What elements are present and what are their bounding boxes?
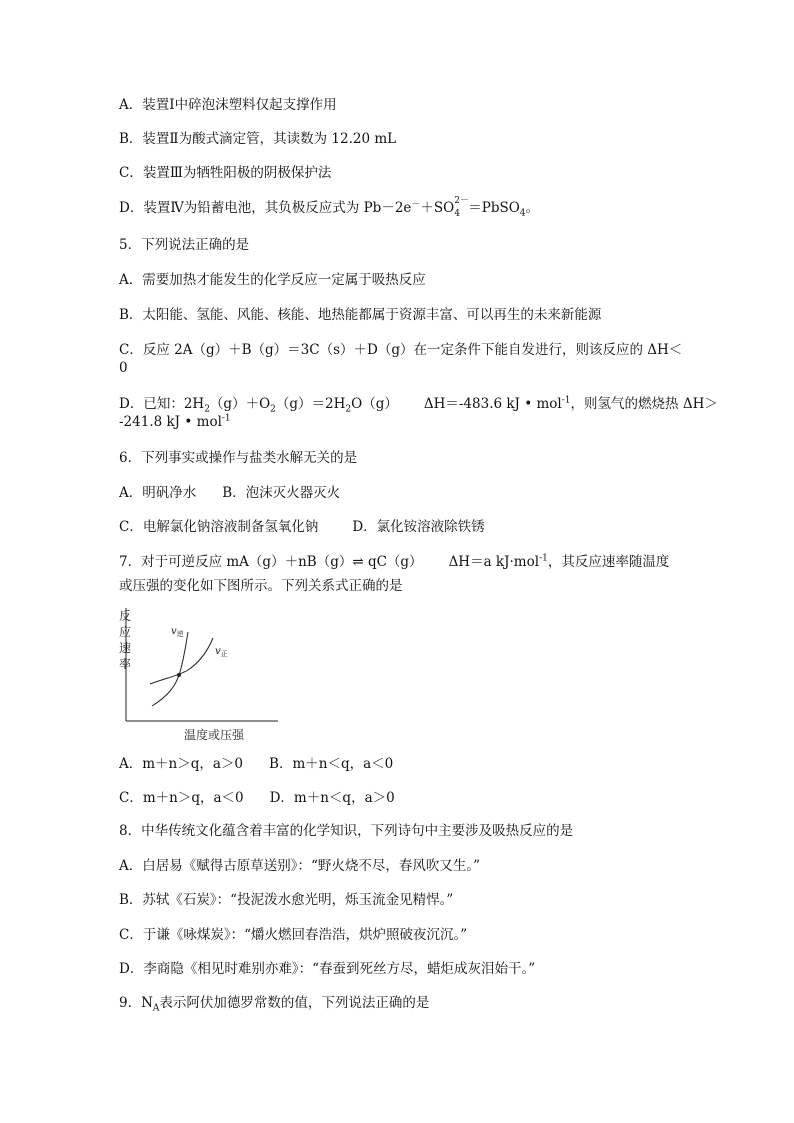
q7-stem-text-1: 7．对于可逆反应 mA（g）＋nB（g） [119, 554, 353, 570]
q7-option-b: B．m＋n＜q，a＜0 [269, 756, 394, 772]
q4-d-text-4: 。 [525, 200, 540, 216]
q5-d-sub-h2: 2 [204, 404, 210, 415]
q5-d-text-5: ΔH＝-483.6 kJ • mol [423, 396, 562, 412]
q6-option-c: C．电解氯化钠溶液制备氢氧化钠 [119, 519, 319, 535]
v-forward-label: $v_正$ [215, 646, 228, 658]
v-reverse-curve [152, 632, 188, 706]
v-reverse-label: $v_逆$ [171, 626, 184, 638]
y-label-3: 速 [119, 641, 132, 655]
intersection-point [177, 673, 181, 677]
q6-option-a: A．明矾净水 [119, 485, 197, 501]
y-label-2: 应 [119, 625, 132, 639]
q7-stem-text-2: qC（g） [363, 554, 423, 570]
q7-option-a: A．m＋n＞q，a＞0 [119, 756, 244, 772]
q5-d-text-4: O（g） [351, 396, 398, 412]
q4-d-text-2: ＋SO [420, 200, 455, 216]
q9-stem-sub: A [152, 1003, 160, 1014]
q4-d-pbso4-sub: 4 [519, 208, 526, 219]
q5-d-text-2: （g）＋O [209, 396, 271, 412]
q7-option-d: D．m＋n＜q，a＞0 [269, 790, 395, 806]
q8-option-d: D．李商隐《相见时难别亦难》：“春蚕到死丝方尽，蜡炬成灰泪始干。” [119, 961, 536, 977]
q7-stem-text-4: ，其反应速率随温度 [547, 554, 670, 570]
y-label-4: 率 [119, 657, 132, 671]
q5-d-sup-2: -1 [221, 413, 231, 424]
q8-option-c: C．于谦《咏煤炭》：“爝火燃回春浩浩，烘炉照破夜沉沉。” [119, 927, 468, 943]
q5-option-a: A．需要加热才能发生的化学反应一定属于吸热反应 [119, 272, 426, 288]
q5-option-d [119, 395, 718, 413]
q5-d-text-3: （g）＝2H [275, 396, 346, 412]
q7-options-cd [119, 789, 395, 807]
q5-d-text-7: -241.8 kJ • mol [119, 414, 222, 430]
q5-d-sup-1: -1 [561, 395, 571, 406]
x-label: 温度或压强 [184, 728, 245, 742]
q5-d-sub-h2o: 2 [345, 404, 352, 415]
q6-options-cd [119, 518, 485, 536]
y-label-1: 反 [119, 609, 132, 623]
q4-d-text-1: D．装置Ⅳ为铅蓄电池，其负极反应式为 Pb－2e [119, 200, 412, 216]
q9-stem-text-2: 表示阿伏加德罗常数的值，下列说法正确的是 [159, 995, 430, 1011]
q6-options-ab [119, 484, 340, 502]
q6-option-d: D．氯化铵溶液除铁锈 [352, 519, 485, 535]
q7-stem-sup: -1 [539, 553, 548, 564]
q8-option-a: A．白居易《赋得古原草送别》：“野火烧不尽，春风吹又生。” [119, 858, 481, 874]
q7-stem-text-3: ΔH＝a kJ·mol [448, 554, 540, 570]
q5-d-text-6: ，则氢气的燃烧热 ΔH＞ [570, 396, 718, 412]
q4-d-electron-charge: － [411, 199, 421, 210]
q5-d-sub-o2: 2 [270, 404, 276, 415]
q5-option-b: B．太阳能、氢能、风能、核能、地热能都属于资源丰富、可以再生的未来新能源 [119, 307, 602, 323]
q9-stem [119, 994, 429, 1012]
q7-option-c: C．m＋n＞q，a＜0 [119, 790, 244, 806]
q7-equilibrium-arrow: ⇌ [352, 554, 364, 570]
q7-stem [119, 553, 669, 571]
q7-stem-cont: 或压强的变化如下图所示。下列关系式正确的是 [119, 578, 403, 594]
graph-svg [116, 604, 286, 744]
q6-option-b: B．泡沫灭火器灭火 [222, 485, 341, 501]
q6-stem: 6．下列事实或操作与盐类水解无关的是 [119, 450, 358, 466]
rate-vs-temperature-graph [116, 604, 286, 744]
q5-option-d-cont [119, 413, 231, 431]
q5-option-c-cont: 0 [119, 360, 128, 376]
q7-options-ab [119, 755, 393, 773]
q9-stem-text-1: 9．N [119, 995, 153, 1011]
v-forward-curve [150, 638, 213, 684]
q5-stem: 5．下列说法正确的是 [119, 237, 250, 253]
q4-option-b: B．装置Ⅱ为酸式滴定管，其读数为 12.20 mL [119, 131, 397, 147]
q8-option-b: B．苏轼《石炭》：“投泥泼水愈光明，烁玉流金见精悍。” [119, 892, 454, 908]
q4-option-a: A．装置Ⅰ中碎泡沫塑料仅起支撑作用 [119, 97, 337, 113]
q4-option-d: D．装置Ⅳ为铅蓄电池，其负极反应式为 Pb－2e－＋SO 2－ 4 ＝PbSO$_4$。 [119, 196, 540, 219]
q5-option-c: C．反应 2A（g）＋B（g）＝3C（s）＋D（g）在一定条件下能自发进行，则该反应的 ΔH＜ [119, 342, 683, 358]
q4-d-text-3: ＝PbSO [468, 200, 520, 216]
q8-stem: 8．中华传统文化蕴含着丰富的化学知识，下列诗句中主要涉及吸热反应的是 [119, 823, 574, 839]
q5-d-text-1: D．已知：2H [119, 396, 205, 412]
q4-option-c: C．装置Ⅲ为牺牲阳极的阴极保护法 [119, 165, 332, 181]
